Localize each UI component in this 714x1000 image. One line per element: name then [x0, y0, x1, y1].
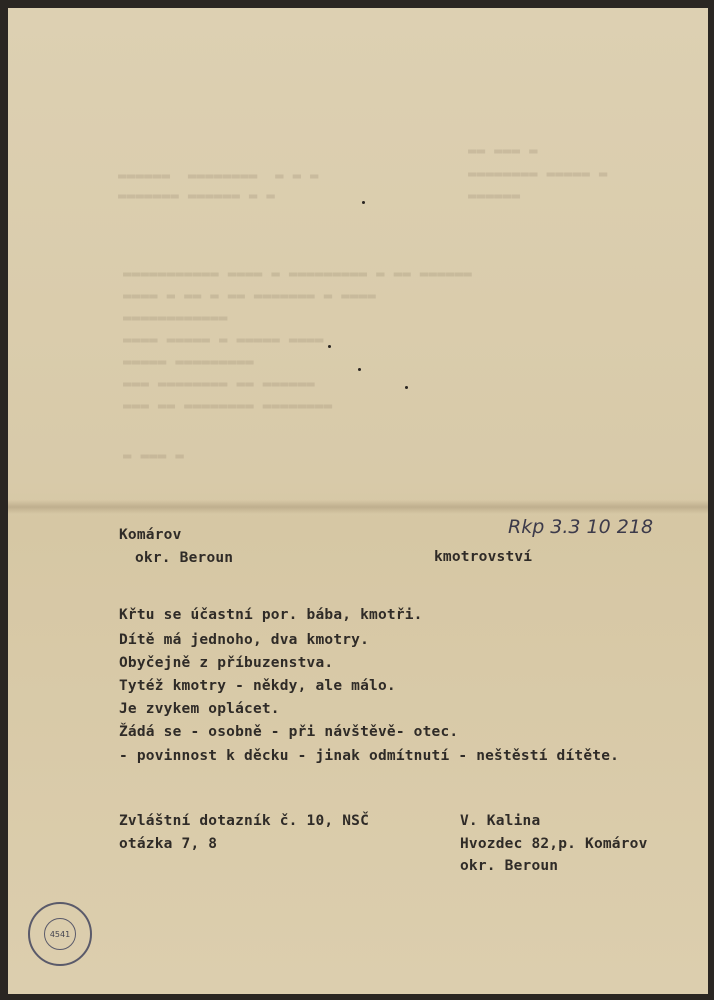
body-line: Dítě má jednoho, dva kmotry. [119, 632, 370, 648]
author-district: okr. Beroun [460, 858, 559, 874]
bleed-through-line: ▬▬▬▬▬▬▬▬▬▬▬▬ [123, 310, 228, 326]
bleed-through-line: ▬▬▬ ▬▬ ▬▬▬▬▬▬▬▬ ▬▬▬▬▬▬▬▬ [123, 398, 333, 414]
bleed-through-line: ▬▬▬▬▬▬▬▬▬▬▬ ▬▬▬▬ ▬ ▬▬▬▬▬▬▬▬▬ ▬ ▬▬ ▬▬▬▬▬▬ [123, 266, 473, 282]
district-name: okr. Beroun [135, 550, 234, 566]
place-name: Komárov [119, 527, 182, 543]
bleed-through-line: ▬▬▬▬▬▬ [468, 188, 521, 204]
ink-speck [328, 345, 331, 348]
body-line: Křtu se účastní por. bába, kmotři. [119, 607, 423, 623]
body-line: Tytéž kmotry - někdy, ale málo. [119, 678, 396, 694]
body-line: Obyčejně z příbuzenstva. [119, 655, 334, 671]
author-address: Hvozdec 82,p. Komárov [460, 836, 648, 852]
bleed-through-line: ▬▬▬▬▬▬ ▬▬▬▬▬▬▬▬ ▬ ▬ ▬ [118, 168, 319, 184]
bleed-through-line: ▬▬▬▬▬ ▬▬▬▬▬▬▬▬▬ [123, 354, 254, 370]
body-line: Je zvykem oplácet. [119, 701, 280, 717]
bleed-through-line: ▬▬▬▬▬▬▬▬ ▬▬▬▬▬ ▬ [468, 166, 608, 182]
document-topic: kmotrovství [434, 549, 533, 565]
questionnaire-reference: Zvláštní dotazník č. 10, NSČ [119, 813, 370, 829]
body-line: Žádá se - osobně - při návštěvě- otec. [119, 724, 459, 740]
ink-speck [358, 368, 361, 371]
author-name: V. Kalina [460, 813, 541, 829]
body-line: - povinnost k děcku - jinak odmítnutí - neštěstí dítěte. [119, 748, 620, 764]
bleed-through-line: ▬▬ ▬▬▬ ▬ [468, 143, 538, 159]
bleed-through-line: ▬▬▬▬ ▬ ▬▬ ▬ ▬▬ ▬▬▬▬▬▬▬ ▬ ▬▬▬▬ [123, 288, 377, 304]
archive-number: Rkp 3.3 10 218 [508, 516, 654, 538]
bleed-through-line: ▬▬▬ ▬▬▬▬▬▬▬▬ ▬▬ ▬▬▬▬▬▬ [123, 376, 316, 392]
archive-stamp [28, 902, 92, 966]
document-sheet [8, 8, 708, 994]
bleed-through-line: ▬▬▬▬▬▬▬ ▬▬▬▬▬▬ ▬ ▬ [118, 188, 276, 204]
paper-fold [8, 500, 708, 514]
ink-speck [362, 201, 365, 204]
stamp-number: 4541 [44, 918, 76, 950]
bleed-through-line: ▬ ▬▬▬ ▬ [123, 448, 185, 464]
ink-speck [405, 386, 408, 389]
question-reference: otázka 7, 8 [119, 836, 218, 852]
bleed-through-line: ▬▬▬▬ ▬▬▬▬▬ ▬ ▬▬▬▬▬ ▬▬▬▬ [123, 332, 324, 348]
